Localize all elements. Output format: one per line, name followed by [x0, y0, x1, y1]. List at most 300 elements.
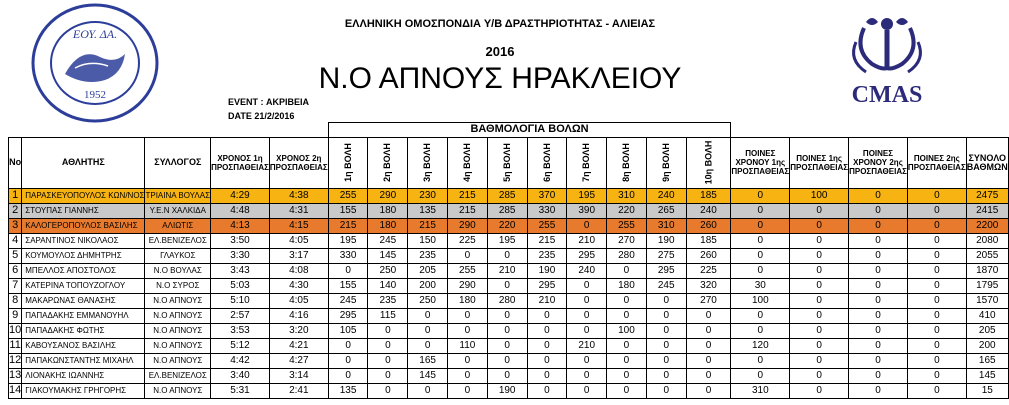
- time-2: 4:15: [269, 218, 328, 233]
- athlete-name: ΣΑΡΑΝΤΙΝΟΣ ΝΙΚΟΛΑΟΣ: [22, 233, 145, 248]
- athlete-name: ΚΑΛΟΓΕΡΟΠΟΥΛΟΣ ΒΑΣΙΛΗΣ: [22, 218, 145, 233]
- row-rank: 5: [9, 248, 22, 263]
- shot-score: 0: [686, 338, 731, 353]
- shot-score: 190: [646, 233, 686, 248]
- shot-score: 270: [607, 233, 647, 248]
- shot-score: 0: [527, 323, 567, 338]
- shot-score: 0: [328, 338, 368, 353]
- time-2: 2:41: [269, 383, 328, 398]
- club-name: Ν.Ο ΑΠΝΟΥΣ: [145, 383, 211, 398]
- shot-score: 215: [328, 218, 368, 233]
- club-name: ΕΛ.ΒΕΝΙΖΕΛΟΣ: [145, 368, 211, 383]
- shot-score: 0: [328, 368, 368, 383]
- time-1: 4:29: [211, 188, 270, 203]
- row-rank: 8: [9, 293, 22, 308]
- shot-score: 210: [567, 233, 607, 248]
- shot-score: 295: [328, 308, 368, 323]
- col-time1: ΧΡΟΝΟΣ 1η ΠΡΟΣΠΑΘΕΙΑΣ: [211, 137, 270, 188]
- penalty-2: 0: [907, 278, 966, 293]
- col-shot: 2η ΒΟΛΗ: [368, 137, 408, 188]
- shot-score: 230: [408, 188, 448, 203]
- row-rank: 6: [9, 263, 22, 278]
- club-name: Υ.Ε.Ν ΧΑΛΚΙΔΑ: [145, 203, 211, 218]
- shot-score: 285: [487, 203, 527, 218]
- row-rank: 11: [9, 339, 21, 351]
- shot-score: 0: [646, 338, 686, 353]
- shot-score: 0: [686, 308, 731, 323]
- col-no: No: [9, 137, 22, 188]
- row-rank: 2: [9, 203, 22, 218]
- penalty-time-2: 0: [849, 248, 908, 263]
- shot-score: 100: [607, 323, 647, 338]
- shot-score: 0: [567, 323, 607, 338]
- shot-score: 220: [487, 218, 527, 233]
- shot-score: 0: [408, 338, 448, 353]
- shot-score: 0: [487, 368, 527, 383]
- shot-score: 185: [686, 233, 731, 248]
- shot-score: 0: [448, 383, 488, 398]
- shot-score: 0: [408, 383, 448, 398]
- shot-score: 0: [686, 383, 731, 398]
- shot-score: 265: [646, 203, 686, 218]
- penalty-2: 0: [907, 188, 966, 203]
- shot-score: 215: [448, 203, 488, 218]
- shot-score: 290: [448, 218, 488, 233]
- shot-score: 165: [408, 353, 448, 368]
- time-1: 3:43: [211, 263, 270, 278]
- shot-score: 320: [686, 278, 731, 293]
- total-score: 15: [966, 383, 1008, 398]
- penalty-2: 0: [907, 323, 966, 338]
- penalty-time-2: 0: [849, 293, 908, 308]
- penalty-2: 0: [907, 263, 966, 278]
- shot-score: 0: [646, 308, 686, 323]
- penalty-1: 0: [790, 338, 849, 353]
- penalty-time-1: 310: [731, 383, 790, 398]
- shot-score: 0: [646, 293, 686, 308]
- shot-score: 0: [607, 368, 647, 383]
- penalty-time-2: 0: [849, 278, 908, 293]
- col-pen-time1: ΠΟΙΝΕΣ ΧΡΟΝΟΥ 1ης ΠΡΟΣΠΑΘΕΙΑΣ: [731, 137, 790, 188]
- row-rank: 4: [9, 233, 22, 248]
- penalty-time-1: 0: [731, 218, 790, 233]
- shot-score: 180: [448, 293, 488, 308]
- shot-score: 0: [448, 248, 488, 263]
- shot-score: 0: [646, 368, 686, 383]
- penalty-2: 0: [907, 248, 966, 263]
- penalty-1: 0: [790, 368, 849, 383]
- shot-score: 0: [527, 368, 567, 383]
- penalty-time-1: 100: [731, 293, 790, 308]
- penalty-time-1: 0: [731, 308, 790, 323]
- penalty-time-2: 0: [849, 338, 908, 353]
- club-name: Ν.Ο ΑΠΝΟΥΣ: [145, 308, 211, 323]
- time-1: 3:53: [211, 323, 270, 338]
- penalty-2: 0: [907, 338, 966, 353]
- shot-score: 0: [686, 353, 731, 368]
- shot-score: 260: [686, 248, 731, 263]
- shot-score: 0: [527, 308, 567, 323]
- col-pen1: ΠΟΙΝΕΣ 1ης ΠΡΟΣΠΑΘΕΙΑΣ: [790, 137, 849, 188]
- shot-score: 180: [368, 203, 408, 218]
- penalty-1: 0: [790, 293, 849, 308]
- shot-score: 210: [527, 293, 567, 308]
- col-shot: 6η ΒΟΛΗ: [527, 137, 567, 188]
- shot-score: 135: [328, 383, 368, 398]
- time-1: 4:48: [211, 203, 270, 218]
- shot-score: 0: [408, 323, 448, 338]
- shot-score: 0: [567, 383, 607, 398]
- cmas-logo-text: CMAS: [851, 82, 923, 108]
- total-score: 2055: [966, 248, 1008, 263]
- time-1: 5:10: [211, 293, 270, 308]
- shot-score: 270: [686, 293, 731, 308]
- shot-score: 0: [567, 308, 607, 323]
- shot-score: 195: [567, 188, 607, 203]
- total-score: 2475: [966, 188, 1008, 203]
- row-rank: 13: [9, 369, 22, 381]
- club-name: Ν.Ο ΑΠΝΟΥΣ: [145, 338, 211, 353]
- penalty-2: 0: [907, 383, 966, 398]
- shot-score: 235: [368, 293, 408, 308]
- time-2: 4:05: [269, 293, 328, 308]
- penalty-time-1: 0: [731, 248, 790, 263]
- shot-score: 0: [607, 383, 647, 398]
- col-pen2: ΠΟΙΝΕΣ 2ης ΠΡΟΣΠΑΘΕΙΑΣ: [907, 137, 966, 188]
- penalty-1: 0: [790, 308, 849, 323]
- col-pen-time2: ΠΟΙΝΕΣ ΧΡΟΝΟΥ 2ης ΠΡΟΣΠΑΘΕΙΑΣ: [849, 137, 908, 188]
- shot-score: 255: [527, 218, 567, 233]
- shot-score: 0: [527, 383, 567, 398]
- table-row: [9, 203, 1009, 218]
- shot-score: 0: [686, 368, 731, 383]
- athlete-name: ΠΑΠΑΔΑΚΗΣ ΦΩΤΗΣ: [22, 323, 145, 338]
- table-row: [9, 368, 1009, 383]
- table-row: [9, 383, 1009, 398]
- shot-score: 190: [527, 263, 567, 278]
- time-2: 3:20: [269, 323, 328, 338]
- time-2: 4:31: [269, 203, 328, 218]
- shot-score: 220: [607, 203, 647, 218]
- row-rank: 7: [9, 278, 22, 293]
- shot-score: 140: [368, 278, 408, 293]
- col-shot: 9η ΒΟΛΗ: [646, 137, 686, 188]
- time-2: 4:08: [269, 263, 328, 278]
- time-1: 3:40: [211, 368, 270, 383]
- shot-score: 245: [368, 233, 408, 248]
- shot-score: 0: [487, 338, 527, 353]
- club-name: Ν.Ο ΑΠΝΟΥΣ: [145, 323, 211, 338]
- penalty-time-2: 0: [849, 218, 908, 233]
- shot-score: 285: [487, 188, 527, 203]
- shot-score: 0: [527, 338, 567, 353]
- shot-score: 0: [368, 323, 408, 338]
- shot-score: 0: [567, 278, 607, 293]
- total-score: 2080: [966, 233, 1008, 248]
- shot-score: 0: [607, 263, 647, 278]
- penalty-time-1: 0: [731, 323, 790, 338]
- table-row: [9, 218, 1009, 233]
- total-score: 1795: [966, 278, 1008, 293]
- col-shot: 7η ΒΟΛΗ: [567, 137, 607, 188]
- shot-score: 0: [448, 308, 488, 323]
- shot-score: 0: [646, 383, 686, 398]
- shot-score: 255: [607, 218, 647, 233]
- penalty-time-2: 0: [849, 323, 908, 338]
- row-rank: 10: [9, 324, 22, 336]
- penalty-time-2: 0: [849, 233, 908, 248]
- shot-score: 200: [408, 278, 448, 293]
- club-name: ΕΛ.ΒΕΝΙΖΕΛΟΣ: [145, 233, 211, 248]
- shot-score: 155: [328, 278, 368, 293]
- shot-score: 295: [567, 248, 607, 263]
- penalty-2: 0: [907, 368, 966, 383]
- penalty-time-1: 0: [731, 353, 790, 368]
- shot-score: 195: [487, 233, 527, 248]
- table-row: [9, 188, 1009, 203]
- penalty-time-2: 0: [849, 353, 908, 368]
- shot-score: 135: [408, 203, 448, 218]
- penalty-2: 0: [907, 353, 966, 368]
- time-1: 5:03: [211, 278, 270, 293]
- shot-score: 330: [527, 203, 567, 218]
- total-score: 2415: [966, 203, 1008, 218]
- shot-score: 0: [328, 353, 368, 368]
- col-athlete: ΑΘΛΗΤΗΣ: [22, 137, 145, 188]
- total-score: 145: [966, 368, 1008, 383]
- penalty-2: 0: [907, 233, 966, 248]
- col-total: ΣΥΝΟΛΟ ΒΑΘΜΩΝ: [966, 137, 1008, 188]
- shot-score: 0: [607, 353, 647, 368]
- shot-score: 105: [328, 323, 368, 338]
- date-label: DATE 21/2/2016: [228, 111, 295, 121]
- table-row: [9, 233, 1009, 248]
- penalty-time-1: 30: [731, 278, 790, 293]
- club-name: Ν.Ο ΣΥΡΟΣ: [145, 278, 211, 293]
- shot-score: 190: [487, 383, 527, 398]
- table-row: [9, 353, 1009, 368]
- col-shot: 1η ΒΟΛΗ: [328, 137, 368, 188]
- shot-score: 0: [567, 353, 607, 368]
- penalty-1: 100: [790, 188, 849, 203]
- penalty-time-2: 0: [849, 263, 908, 278]
- penalty-time-2: 0: [849, 383, 908, 398]
- shot-score: 0: [607, 293, 647, 308]
- club-name: Ν.Ο ΑΠΝΟΥΣ: [145, 353, 211, 368]
- shot-score: 245: [328, 293, 368, 308]
- shot-score: 0: [487, 323, 527, 338]
- seal-year-text: 1952: [84, 89, 106, 101]
- shot-score: 370: [527, 188, 567, 203]
- penalty-1: 0: [790, 323, 849, 338]
- shot-score: 310: [646, 218, 686, 233]
- penalty-1: 0: [790, 353, 849, 368]
- shot-score: 225: [686, 263, 731, 278]
- penalty-1: 0: [790, 233, 849, 248]
- time-2: 3:17: [269, 248, 328, 263]
- athlete-name: ΠΑΡΑΣΚΕΥΟΠΟΥΛΟΣ ΚΩΝ/ΝΟΣ: [22, 188, 145, 203]
- penalty-1: 0: [790, 203, 849, 218]
- shot-score: 280: [487, 293, 527, 308]
- club-name: ΓΛΑΥΚΟΣ: [145, 248, 211, 263]
- shot-score: 310: [607, 188, 647, 203]
- shot-score: 240: [686, 203, 731, 218]
- shot-score: 180: [368, 218, 408, 233]
- shot-score: 0: [487, 353, 527, 368]
- penalty-1: 0: [790, 248, 849, 263]
- page-title: Ν.Ο ΑΠΝΟΥΣ ΗΡΑΚΛΕΙΟΥ: [318, 62, 682, 95]
- shot-score: 145: [368, 248, 408, 263]
- time-1: 5:31: [211, 383, 270, 398]
- federation-title: ΕΛΛΗΝΙΚΗ ΟΜΟΣΠΟΝΔΙΑ Υ/Β ΔΡΑΣΤΗΡΙΟΤΗΤΑΣ - ΑΛΙΕΙΑΣ: [344, 18, 656, 30]
- club-name: ΑΛΙΩΤΙΣ: [145, 218, 211, 233]
- shot-score: 210: [567, 338, 607, 353]
- shot-score: 260: [686, 218, 731, 233]
- table-row: [9, 278, 1009, 293]
- penalty-1: 0: [790, 218, 849, 233]
- col-shot: 10η ΒΟΛΗ: [686, 137, 731, 188]
- club-name: Ν.Ο ΒΟΥΛΑΣ: [145, 263, 211, 278]
- shot-score: 280: [607, 248, 647, 263]
- shot-score: 240: [646, 188, 686, 203]
- shot-score: 180: [607, 278, 647, 293]
- shot-score: 0: [607, 338, 647, 353]
- shot-score: 0: [487, 308, 527, 323]
- athlete-name: ΚΑΒΟΥΣΑΝΟΣ ΒΑΣΙΛΗΣ: [22, 338, 145, 353]
- total-score: 2200: [966, 218, 1008, 233]
- shot-score: 290: [448, 278, 488, 293]
- shot-score: 0: [567, 368, 607, 383]
- shot-score: 290: [368, 188, 408, 203]
- spacer: [731, 123, 1008, 138]
- athlete-name: ΛΙΟΝΑΚΗΣ ΙΩΑΝΝΗΣ: [22, 368, 145, 383]
- total-score: 410: [966, 308, 1008, 323]
- shot-score: 0: [646, 353, 686, 368]
- shot-score: 0: [527, 353, 567, 368]
- penalty-1: 0: [790, 383, 849, 398]
- athlete-name: ΚΟΥΜΟΥΛΟΣ ΔΗΜΗΤΡΗΣ: [22, 248, 145, 263]
- athlete-name: ΠΑΠΑΔΑΚΗΣ ΕΜΜΑΝΟΥΗΛ: [22, 308, 145, 323]
- shot-score: 0: [328, 263, 368, 278]
- shot-score: 215: [448, 188, 488, 203]
- row-rank: 14: [9, 384, 22, 396]
- shot-score: 0: [567, 293, 607, 308]
- total-score: 165: [966, 353, 1008, 368]
- shot-score: 0: [448, 323, 488, 338]
- total-score: 205: [966, 323, 1008, 338]
- shot-score: 185: [686, 188, 731, 203]
- shot-score: 110: [448, 338, 488, 353]
- penalty-time-1: 0: [731, 203, 790, 218]
- penalty-time-1: 0: [731, 188, 790, 203]
- table-row: [9, 338, 1009, 353]
- shot-score: 275: [646, 248, 686, 263]
- athlete-name: ΜΑΚΑΡΩΝΑΣ ΘΑΝΑΣΗΣ: [22, 293, 145, 308]
- athlete-name: ΚΑΤΕΡΙΝΑ ΤΟΠΟΥΖΟΓΛΟΥ: [22, 278, 145, 293]
- shot-score: 0: [368, 338, 408, 353]
- shot-score: 145: [408, 368, 448, 383]
- col-shot: 8η ΒΟΛΗ: [607, 137, 647, 188]
- time-2: 4:05: [269, 233, 328, 248]
- penalty-1: 0: [790, 278, 849, 293]
- penalty-time-1: 0: [731, 368, 790, 383]
- penalty-time-2: 0: [849, 368, 908, 383]
- total-score: 200: [966, 338, 1008, 353]
- row-rank: 1: [9, 188, 22, 203]
- athlete-name: ΠΑΠΑΚΩΝΣΤΑΝΤΗΣ ΜΙΧΑΗΛ: [22, 353, 145, 368]
- shot-score: 205: [408, 263, 448, 278]
- athlete-name: ΣΤΟΥΠΑΣ ΓΙΑΝΝΗΣ: [22, 203, 145, 218]
- event-label: EVENT : ΑΚΡΙΒΕΙΑ: [228, 97, 310, 107]
- shot-score: 240: [567, 263, 607, 278]
- shot-score: 0: [487, 248, 527, 263]
- time-2: 4:16: [269, 308, 328, 323]
- row-rank: 9: [9, 308, 22, 323]
- shot-score: 295: [646, 263, 686, 278]
- shot-score: 215: [408, 218, 448, 233]
- penalty-time-2: 0: [849, 203, 908, 218]
- shot-score: 235: [408, 248, 448, 263]
- shot-score: 295: [527, 278, 567, 293]
- time-1: 3:50: [211, 233, 270, 248]
- shot-score: 0: [686, 323, 731, 338]
- shot-score: 0: [408, 308, 448, 323]
- penalty-2: 0: [907, 203, 966, 218]
- shot-score: 115: [368, 308, 408, 323]
- year-label: 2016: [485, 44, 515, 59]
- shot-score: 255: [328, 188, 368, 203]
- shot-score: 0: [368, 353, 408, 368]
- penalty-2: 0: [907, 218, 966, 233]
- shots-group-header: ΒΑΘΜΟΛΟΓΙΑ ΒΟΛΩΝ: [328, 123, 731, 138]
- time-1: 4:42: [211, 353, 270, 368]
- row-rank: 3: [9, 218, 22, 233]
- total-score: 1570: [966, 293, 1008, 308]
- col-time2: ΧΡΟΝΟΣ 2η ΠΡΟΣΠΑΘΕΙΑΣ: [269, 137, 328, 188]
- time-2: 4:38: [269, 188, 328, 203]
- col-shot: 3η ΒΟΛΗ: [408, 137, 448, 188]
- shot-score: 0: [448, 353, 488, 368]
- shot-score: 235: [527, 248, 567, 263]
- time-2: 4:21: [269, 338, 328, 353]
- time-1: 4:13: [211, 218, 270, 233]
- shot-score: 255: [448, 263, 488, 278]
- shot-score: 150: [408, 233, 448, 248]
- time-2: 4:27: [269, 353, 328, 368]
- penalty-2: 0: [907, 293, 966, 308]
- athlete-name: ΜΠΕΛΛΟΣ ΑΠΟΣΤΟΛΟΣ: [22, 263, 145, 278]
- col-shot: 4η ΒΟΛΗ: [448, 137, 488, 188]
- shot-score: 0: [448, 368, 488, 383]
- penalty-2: 0: [907, 308, 966, 323]
- shot-score: 0: [487, 278, 527, 293]
- shot-score: 225: [448, 233, 488, 248]
- table-row: [9, 323, 1009, 338]
- time-2: 3:14: [269, 368, 328, 383]
- shot-score: 250: [368, 263, 408, 278]
- shot-score: 195: [328, 233, 368, 248]
- penalty-time-1: 0: [731, 263, 790, 278]
- penalty-1: 0: [790, 263, 849, 278]
- seal-top-text: ΕΟΥ. ΔΑ.: [72, 27, 118, 41]
- time-1: 5:12: [211, 338, 270, 353]
- spacer: [9, 123, 329, 138]
- shot-score: 245: [646, 278, 686, 293]
- time-1: 2:57: [211, 308, 270, 323]
- time-2: 4:30: [269, 278, 328, 293]
- shot-score: 0: [567, 218, 607, 233]
- col-shot: 5η ΒΟΛΗ: [487, 137, 527, 188]
